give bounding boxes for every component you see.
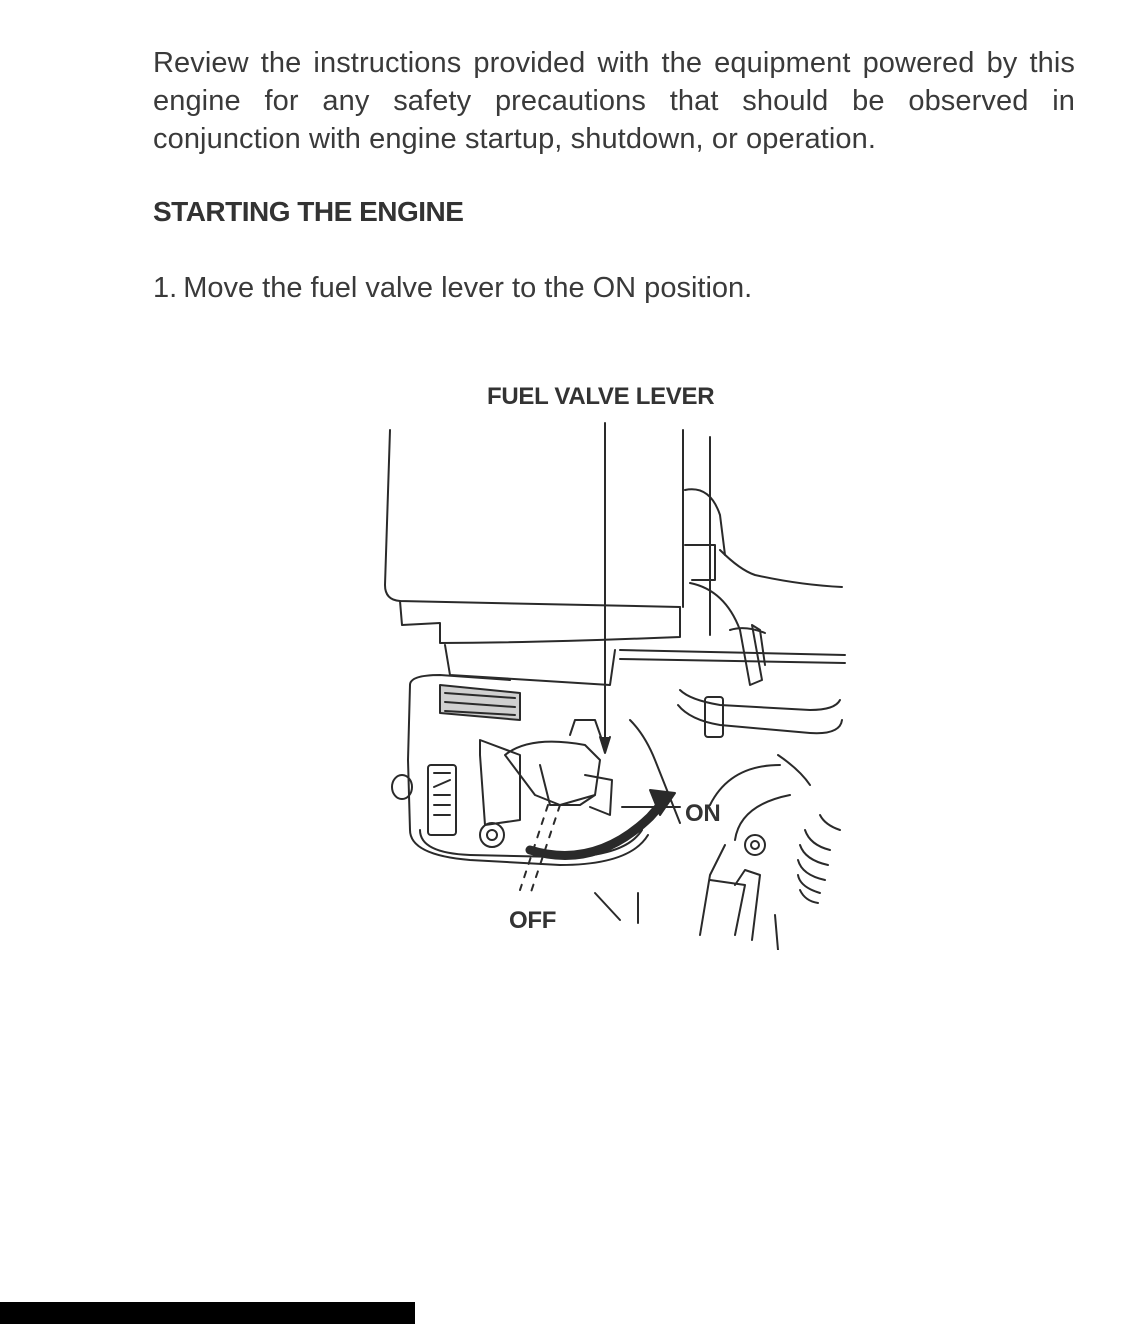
engine-illustration xyxy=(380,375,860,950)
step-number: 1. xyxy=(153,272,178,304)
section-heading: STARTING THE ENGINE xyxy=(153,196,464,227)
step-1 xyxy=(153,272,752,305)
on-label: ON xyxy=(685,800,721,827)
intro-paragraph: Review the instructions provided with the equipment powered by this engine for any safety precautions that should be observed in conjunction with engine startup, shutdown, or operation. xyxy=(153,47,1075,155)
step-text: Move the fuel valve lever to the ON position. xyxy=(183,272,753,304)
fuel-valve-figure xyxy=(380,375,860,950)
fuel-valve-lever-label: FUEL VALVE LEVER xyxy=(487,383,715,410)
redaction-bar xyxy=(0,1302,415,1324)
off-label: OFF xyxy=(509,907,557,934)
